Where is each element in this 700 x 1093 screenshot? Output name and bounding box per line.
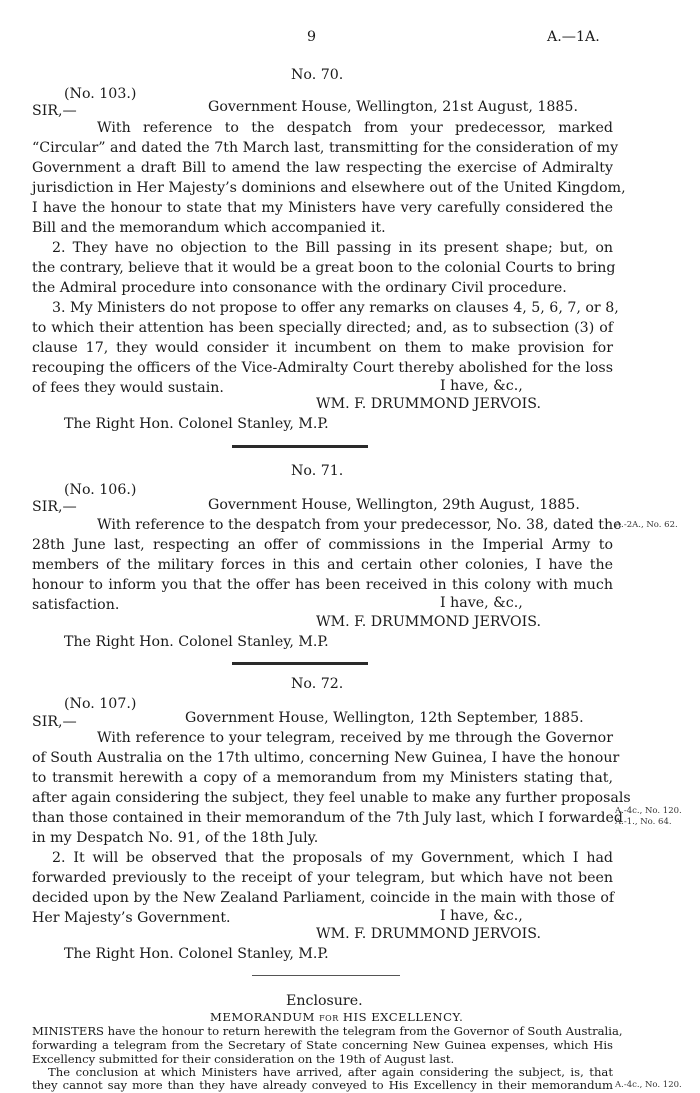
body-line: to which their attention has been specially directed; and, as to subsection (3) of (32, 320, 613, 336)
body-line: they cannot say more than they have already conveyed to His Excellency in their memorandum (32, 1078, 613, 1092)
letter-71-signature: WM. F. DRUMMOND JERVOIS. (316, 614, 541, 630)
letter-70-closing: I have, &c., (440, 378, 523, 394)
letter-70-signature: WM. F. DRUMMOND JERVOIS. (316, 396, 541, 412)
enclosure-subtitle: MEMORANDUM for HIS EXCELLENCY. (210, 1010, 464, 1024)
document-reference: A.—1A. (547, 29, 600, 45)
body-line: Excellency submitted for their consideration on the 19th of August last. (32, 1052, 455, 1066)
body-line: The conclusion at which Ministers have arrived, after again considering the subject, is, that (48, 1065, 613, 1079)
body-line: 28th June last, respecting an offer of commissions in the Imperial Army to (32, 537, 613, 553)
letter-71-title: No. 71. (291, 463, 344, 479)
enclosure-margin-note: A.-4c., No. 120. (615, 1080, 682, 1090)
body-line: jurisdiction in Her Majesty’s dominions and elsewhere out of the United Kingdom, (32, 180, 626, 196)
body-line: members of the military forces in this and certain other colonies, I have the (32, 557, 613, 573)
letter-71-ref: (No. 106.) (64, 482, 137, 498)
body-line: MINISTERS have the honour to return herewith the telegram from the Governor of South Australia, (32, 1024, 623, 1038)
letter-72-addressee: The Right Hon. Colonel Stanley, M.P. (64, 946, 329, 962)
body-line: in my Despatch No. 91, of the 18th July. (32, 830, 319, 846)
letter-72-margin-note: A.-1., No. 64. (615, 817, 672, 827)
section-divider (252, 975, 400, 976)
letter-70-title: No. 70. (291, 67, 344, 83)
body-line: forwarded previously to the receipt of your telegram, but which have not been (32, 870, 613, 886)
letter-72-margin-note: A.-4c., No. 120. (615, 806, 682, 816)
body-line: recouping the officers of the Vice-Admiralty Court thereby abolished for the loss (32, 360, 613, 376)
body-line: satisfaction. (32, 597, 120, 613)
letter-72-title: No. 72. (291, 676, 344, 692)
body-line: after again considering the subject, they feel unable to make any further proposals (32, 790, 631, 806)
letter-71-salutation: SIR,— (32, 499, 77, 515)
letter-71-margin-note: A.-2A., No. 62. (615, 520, 678, 530)
body-line: of South Australia on the 17th ultimo, concerning New Guinea, I have the honour (32, 750, 620, 766)
letter-72-closing: I have, &c., (440, 908, 523, 924)
body-line: With reference to the despatch from your predecessor, marked (97, 120, 613, 136)
enclosure-title: Enclosure. (286, 993, 363, 1009)
body-line: to transmit herewith a copy of a memorandum from my Ministers stating that, (32, 770, 613, 786)
letter-70-ref: (No. 103.) (64, 86, 137, 102)
body-line: 3. My Ministers do not propose to offer any remarks on clauses 4, 5, 6, 7, or 8, (52, 300, 619, 316)
body-line: the contrary, believe that it would be a great boon to the colonial Courts to bring (32, 260, 616, 276)
body-line: “Circular” and dated the 7th March last, transmitting for the consideration of my (32, 140, 619, 156)
body-line: honour to inform you that the offer has been received in this colony with much (32, 577, 613, 593)
letter-70-salutation: SIR,— (32, 103, 77, 119)
letter-72-salutation: SIR,— (32, 714, 77, 730)
body-line: clause 17, they would consider it incumbent on them to make provision for (32, 340, 613, 356)
body-line: With reference to the despatch from your predecessor, No. 38, dated the (97, 517, 622, 533)
body-line: of fees they would sustain. (32, 380, 224, 396)
body-line: 2. They have no objection to the Bill passing in its present shape; but, on (52, 240, 613, 256)
letter-71-place-date: Government House, Wellington, 29th August, 1885. (208, 497, 580, 513)
body-line: the Admiral procedure into consonance with the ordinary Civil procedure. (32, 280, 567, 296)
body-line: than those contained in their memorandum of the 7th July last, which I forwarded (32, 810, 623, 826)
section-divider (232, 662, 368, 665)
body-line: With reference to your telegram, received by me through the Governor (97, 730, 613, 746)
body-line: decided upon by the New Zealand Parliament, coincide in the main with those of (32, 890, 615, 906)
letter-70-addressee: The Right Hon. Colonel Stanley, M.P. (64, 416, 329, 432)
letter-72-place-date: Government House, Wellington, 12th September, 1885. (185, 710, 584, 726)
body-line: Bill and the memorandum which accompanied it. (32, 220, 386, 236)
page-number: 9 (307, 29, 317, 45)
letter-71-addressee: The Right Hon. Colonel Stanley, M.P. (64, 634, 329, 650)
letter-71-closing: I have, &c., (440, 595, 523, 611)
letter-72-signature: WM. F. DRUMMOND JERVOIS. (316, 926, 541, 942)
body-line: Government a draft Bill to amend the law respecting the exercise of Admiralty (32, 160, 613, 176)
section-divider (232, 445, 368, 448)
body-line: I have the honour to state that my Ministers have very carefully considered the (32, 200, 613, 216)
body-line: Her Majesty’s Government. (32, 910, 231, 926)
body-line: forwarding a telegram from the Secretary of State concerning New Guinea expenses, which His (32, 1038, 613, 1052)
letter-70-place-date: Government House, Wellington, 21st August, 1885. (208, 99, 578, 115)
letter-72-ref: (No. 107.) (64, 696, 137, 712)
body-line: 2. It will be observed that the proposals of my Government, which I had (52, 850, 613, 866)
